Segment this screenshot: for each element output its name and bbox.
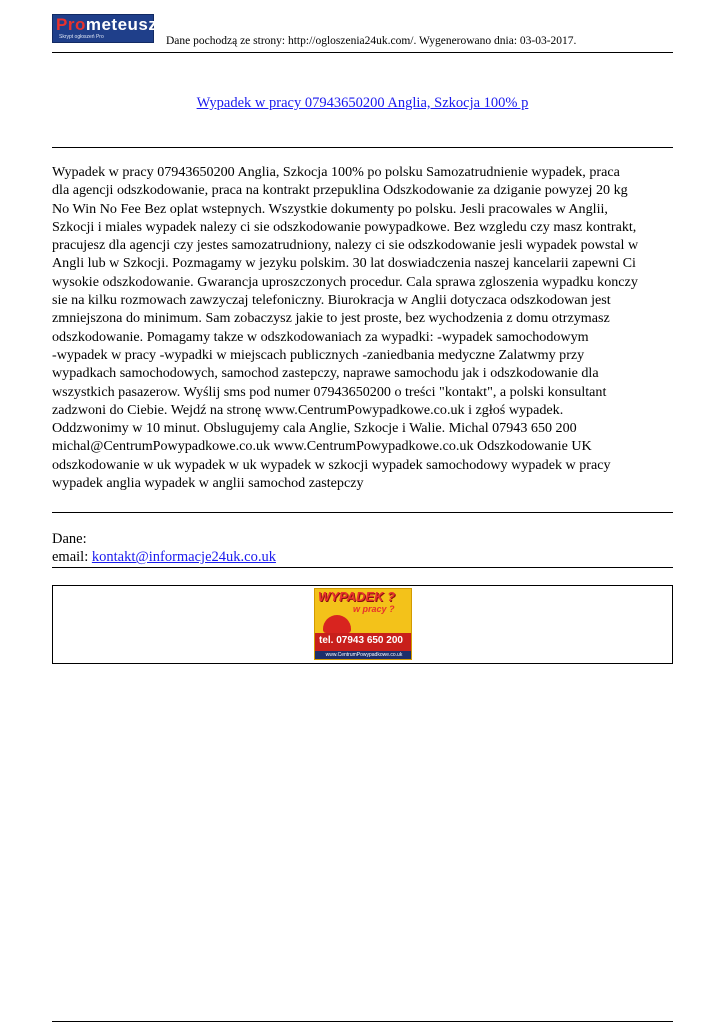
ad-description-line: zadzwoni do Ciebie. Wejdź na stronę www.CentrumPowypadkowe.co.uk i zgłoś wypadek. xyxy=(52,401,564,418)
ad-description-line: wysokie odszkodowanie. Gwarancja uproszczonych procedur. Cala sprawa zgloszenia wypadku konczy xyxy=(52,273,638,290)
email-label: email: xyxy=(52,549,89,565)
ad-description-line: wszystkich pasazerow. Wyślij sms pod numer 07943650200 o treści "kontakt", a polski konsultant xyxy=(52,383,607,400)
ad-description-line: sie na kilku rozmowach zawzyczaj telefoniczny. Biurokracja w Anglii dotyczaca odszkodowan jest xyxy=(52,292,611,309)
ad-description-line: odszkodowanie. Pomagamy takze w odszkodowaniach za wypadki: -wypadek samochodowym xyxy=(52,328,589,345)
email-line xyxy=(52,548,276,566)
header-divider xyxy=(52,52,673,53)
ad-description-line: -wypadek w pracy -wypadki w miejscach publicznych -zaniedbania medyczne Zalatwmy przy xyxy=(52,346,585,363)
banner-phone: tel. 07943 650 200 xyxy=(319,635,403,646)
ad-description-line: wypadkach samochodowych, samochod zastepczy, naprawe samochodu jak i odszkodowanie dla xyxy=(52,365,599,382)
ad-description-line: Wypadek w pracy 07943650200 Anglia, Szkocja 100% po polsku Samozatrudnienie wypadek, praca xyxy=(52,164,620,180)
ad-description xyxy=(52,163,673,492)
contact-divider xyxy=(52,567,673,568)
logo-name: Prometeusz xyxy=(56,15,158,34)
ad-description-line: Szkocji i miales wypadek nalezy ci sie odszkodowanie powypadkowe. Bez wzgledu czy masz kontrakt, xyxy=(52,218,637,235)
ad-banner-image[interactable] xyxy=(314,588,412,660)
ad-description-line: Angli lub w Szkocji. Pozmagamy w jezyku polskim. 30 lat doswiadczenia naszej kancelarii zapewni Ci xyxy=(52,255,636,272)
logo-tagline: Skrypt ogłoszeń Pro xyxy=(59,34,104,40)
ad-description-line: Oddzwonimy w 10 minut. Obslugujemy cala Anglie, Szkocje i Walie. Michal 07943 650 200 xyxy=(52,420,577,437)
ad-description-line: dla agencji odszkodowanie, praca na kontrakt przepuklina Odszkodowanie za dziganie powyzej 20 kg xyxy=(52,182,628,199)
footer-divider xyxy=(52,1021,673,1022)
source-info: Dane pochodzą ze strony: http://ogloszenia24uk.com/. Wygenerowano dnia: 03-03-2017. xyxy=(166,35,577,47)
image-frame xyxy=(52,585,673,664)
helmet-icon xyxy=(323,615,351,633)
contact-block xyxy=(52,530,276,566)
body-divider xyxy=(52,512,673,513)
ad-description-line: pracujesz dla agencji czy jestes samozatrudniony, nalezy ci sie odszkodowanie jesli wypadek powstal w xyxy=(52,237,639,254)
ad-title-link[interactable]: Wypadek w pracy 07943650200 Anglia, Szkocja 100% p xyxy=(196,95,529,111)
ad-description-line: odszkodowanie w uk wypadek w uk wypadek w szkocji wypadek samochodowy wypadek w pracy xyxy=(52,456,611,473)
ad-description-line: No Win No Fee Bez oplat wstepnych. Wszystkie dokumenty po polsku. Jesli pracowales w Anglii, xyxy=(52,200,608,217)
banner-subtitle: w pracy ? xyxy=(353,604,395,614)
title-divider xyxy=(52,147,673,148)
ad-description-line: wypadek anglia wypadek w anglii samochod zastepczy xyxy=(52,475,364,492)
contact-label: Dane: xyxy=(52,531,87,547)
banner-title: WYPADEK ? xyxy=(318,589,396,604)
site-logo xyxy=(52,14,158,43)
ad-description-line: zmniejszona do minimum. Sam zobaczysz jakie to jest proste, bez wychodzenia z domu otrzymasz xyxy=(52,310,610,327)
ad-description-line: michal@CentrumPowypadkowe.co.uk www.CentrumPowypadkowe.co.uk Odszkodowanie UK xyxy=(52,438,592,455)
banner-footer: www.CentrumPowypadkowe.co.uk xyxy=(315,651,412,660)
email-link[interactable]: kontakt@informacje24uk.co.uk xyxy=(91,549,276,565)
